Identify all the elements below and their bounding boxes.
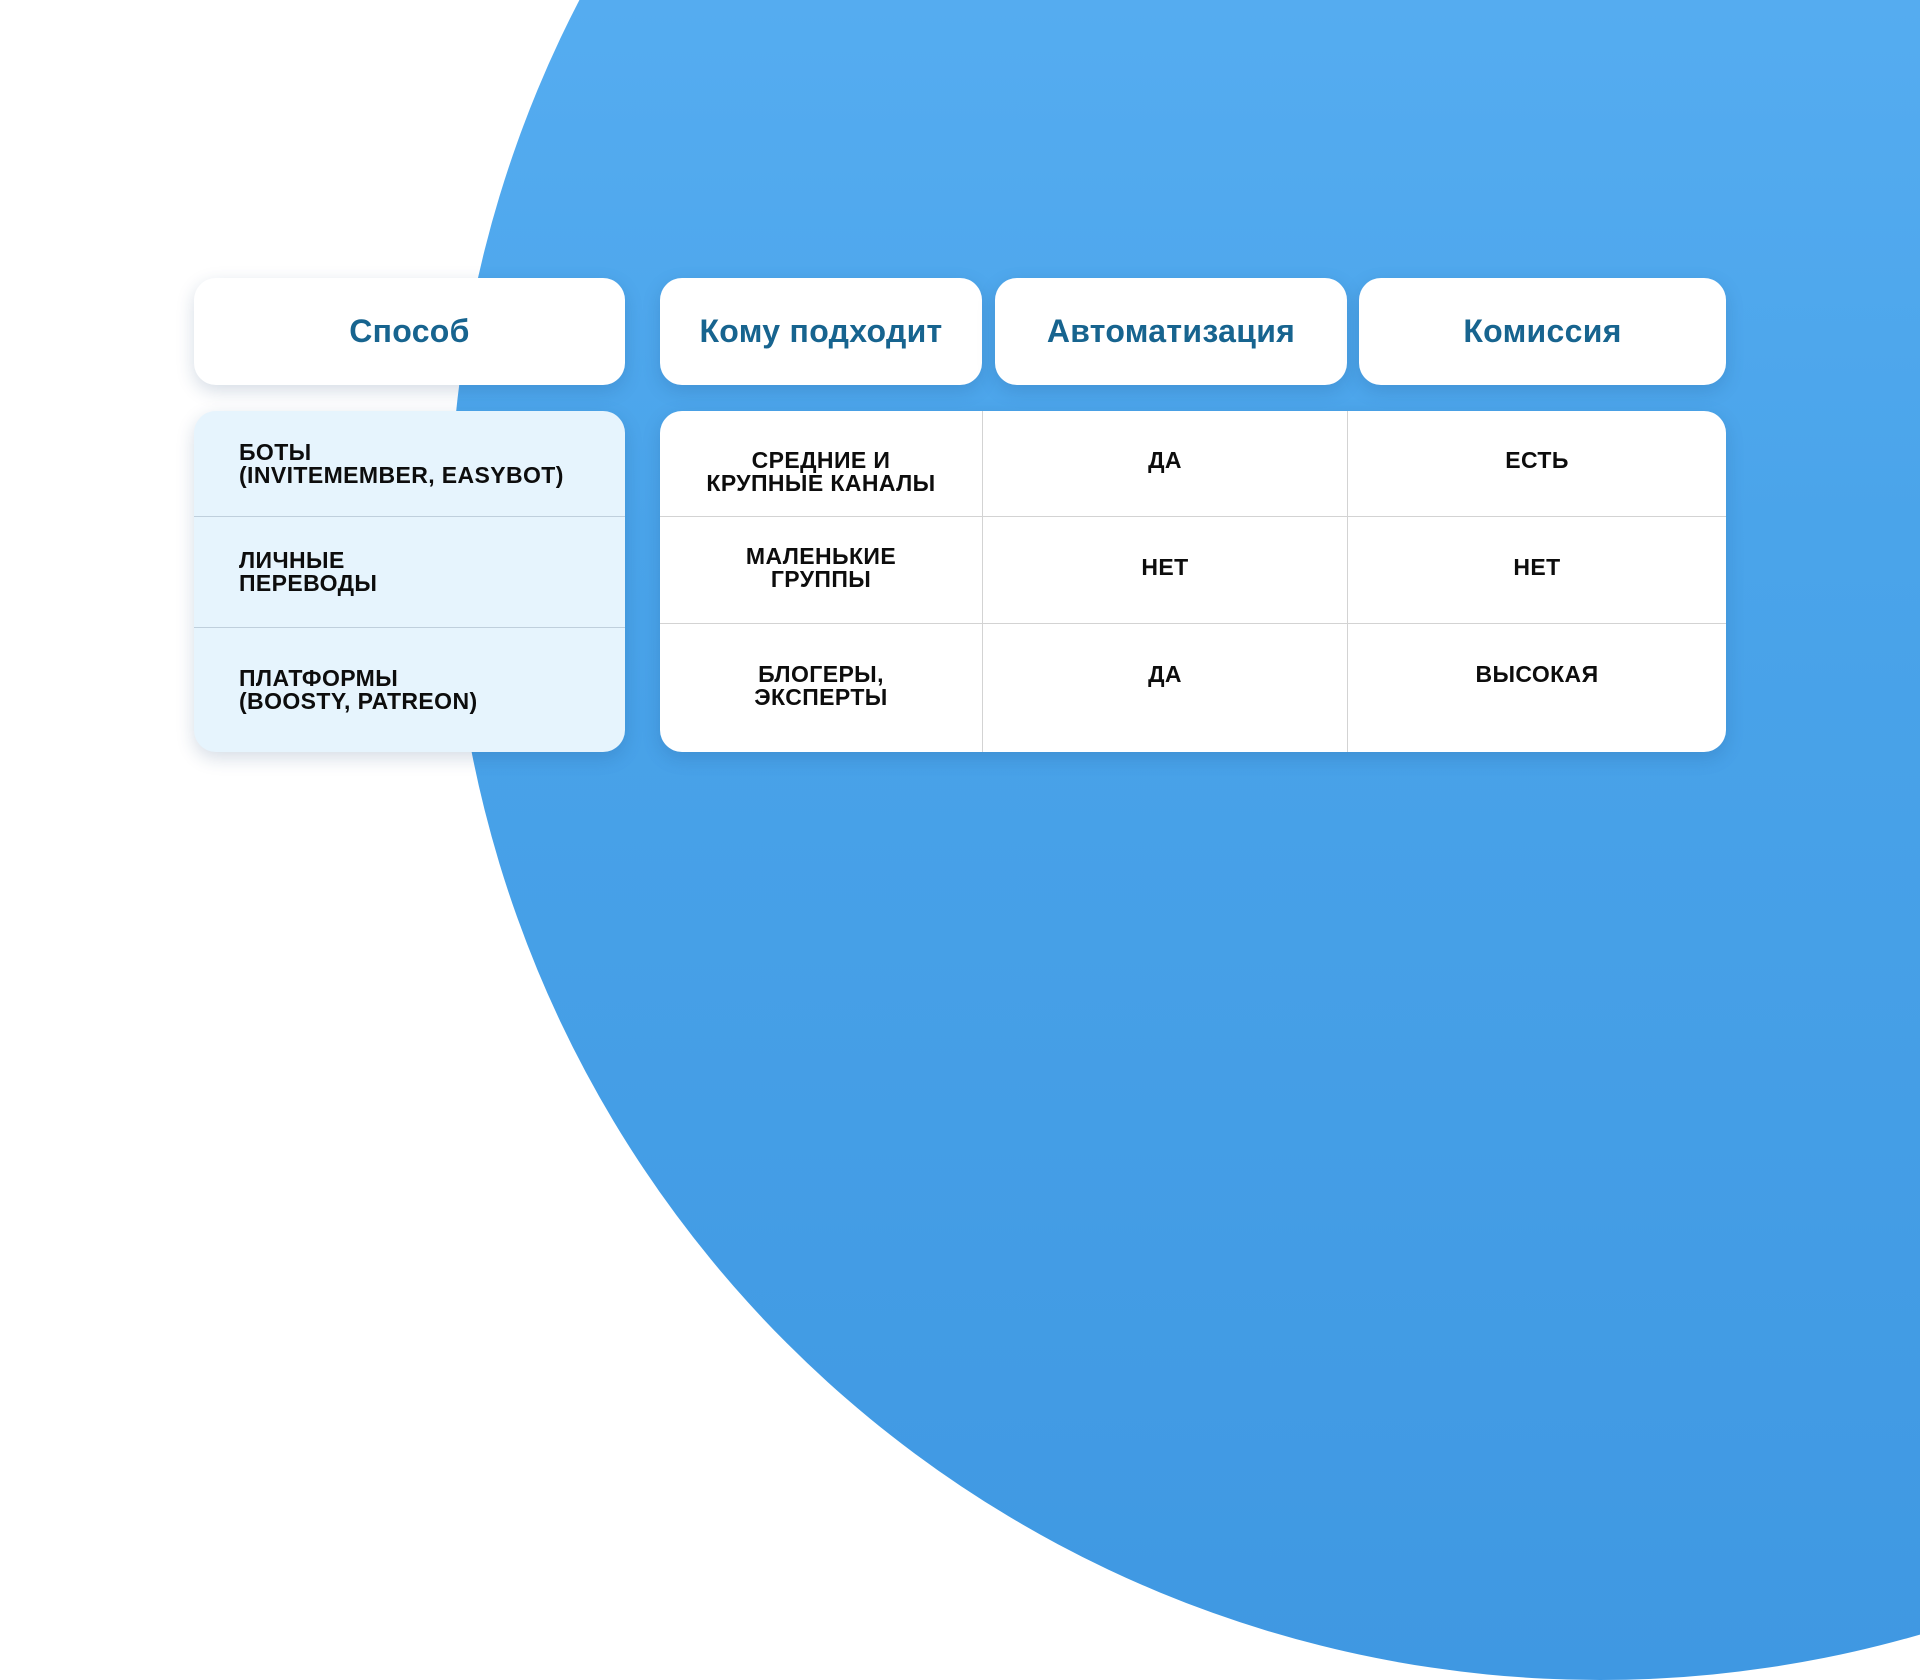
method-row-transfers: [194, 517, 625, 628]
header-automation: [995, 278, 1347, 385]
cell-who-row2: [660, 545, 982, 591]
header-method-label: Способ: [349, 313, 470, 349]
cell-value: ВЫСОКАЯ: [1475, 661, 1599, 687]
cell-automation-row1: [983, 449, 1347, 472]
method-line1: ПЛАТФОРМЫ: [239, 665, 399, 691]
cell-line1: БЛОГЕРЫ,: [758, 661, 884, 687]
header-automation-label: Автоматизация: [1046, 313, 1296, 349]
cell-line2: КРУПНЫЕ КАНАЛЫ: [706, 470, 936, 496]
cell-fee-row3: [1348, 663, 1726, 686]
cell-value: ЕСТЬ: [1505, 447, 1569, 473]
cell-fee-row2: [1348, 556, 1726, 579]
cell-line2: ЭКСПЕРТЫ: [754, 684, 888, 710]
header-fee-label: Комиссия: [1463, 313, 1622, 349]
cell-who-row1: [660, 449, 982, 495]
method-line1: БОТЫ: [239, 438, 312, 465]
method-line2: (BOOSTY, PATREON): [239, 688, 478, 714]
header-who-label: Кому подходит: [699, 313, 943, 349]
cell-line1: МАЛЕНЬКИЕ: [745, 543, 897, 569]
method-row-bots: [194, 411, 625, 517]
cell-automation-row3: [983, 663, 1347, 686]
cell-fee-row1: [1348, 449, 1726, 472]
background-circle: [450, 0, 1920, 1680]
header-method: [194, 278, 625, 385]
cell-who-row3: [660, 663, 982, 709]
method-row-platforms: [194, 628, 625, 752]
method-line2: (INVITEMEMBER, EASYBOT): [239, 461, 564, 488]
cell-value: ДА: [1148, 661, 1182, 687]
row-divider: [660, 516, 1726, 517]
method-column: [194, 411, 625, 752]
cell-line1: СРЕДНИЕ И: [751, 447, 891, 473]
cell-line2: ГРУППЫ: [770, 566, 872, 592]
cell-value: НЕТ: [1513, 554, 1561, 580]
data-table: [660, 411, 1726, 752]
header-fee: [1359, 278, 1726, 385]
cell-automation-row2: [983, 556, 1347, 579]
cell-value: ДА: [1148, 447, 1182, 473]
header-who: [660, 278, 982, 385]
method-line2: ПЕРЕВОДЫ: [239, 570, 378, 596]
cell-value: НЕТ: [1141, 554, 1189, 580]
method-line1: ЛИЧНЫЕ: [239, 547, 345, 573]
row-divider: [660, 623, 1726, 624]
